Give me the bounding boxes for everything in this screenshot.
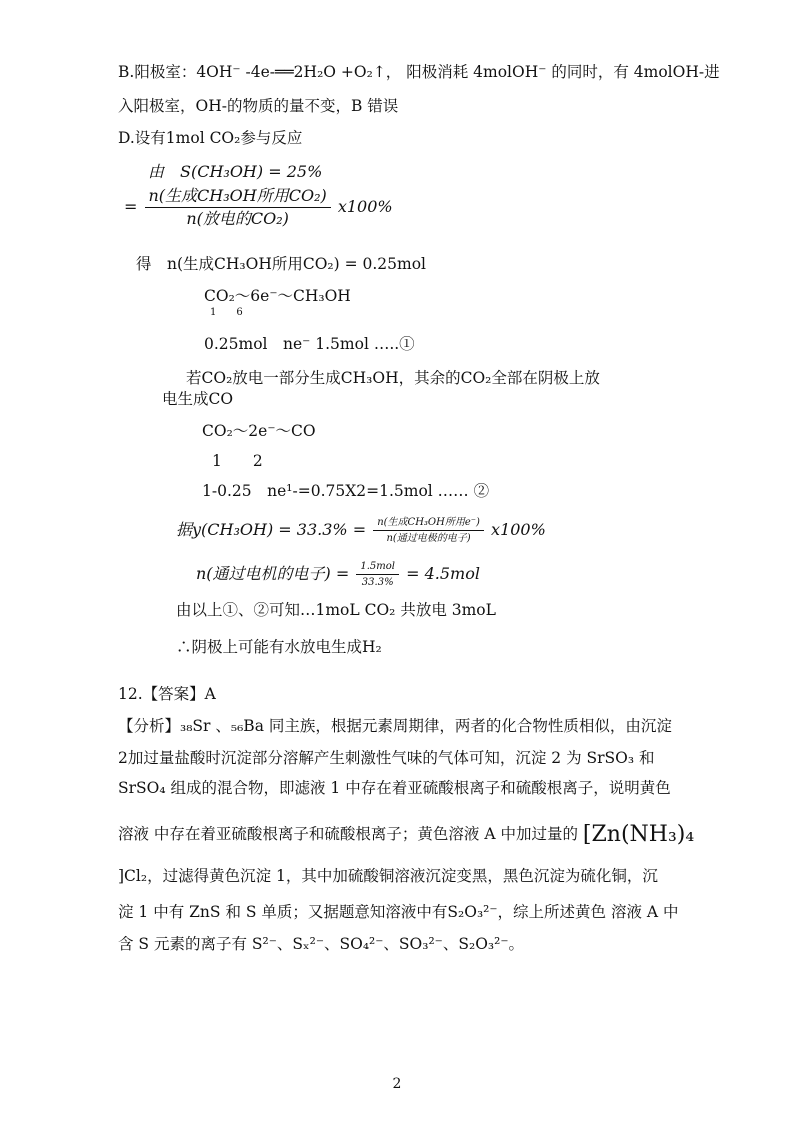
text-line: 【分析】₃₈Sr 、₅₆Ba 同主族，根据元素周期律，两者的化合物性质相似，由沉淀 (118, 717, 672, 735)
text-segment: 溶液 中存在着亚硫酸根离子和硫酸根离子；黄色溶液 A 中加过量的 (118, 825, 578, 843)
equation-lhs: 据y(CH₃OH) = 33.3% = (176, 520, 367, 539)
equation-fraction (176, 516, 546, 545)
fraction-tail: = 4.5mol (406, 564, 480, 583)
text-line: 得 n(生成CH₃OH所用CO₂) = 0.25mol (136, 255, 427, 273)
text-line: 淀 1 中有 ZnS 和 S 单质；又据题意知溶液中有S₂O₃²⁻，综上所述黄色 溶液 A 中 (118, 903, 679, 921)
text-line: 入阳极室，OH-的物质的量不变，B 错误 (118, 97, 399, 115)
fraction (356, 560, 399, 589)
fraction-numerator: n(生成CH₃OH所用CO₂) (145, 186, 331, 208)
reaction-coefficients: 1 6 (210, 307, 243, 318)
text-line: B.阳极室：4OH⁻ -4e-══2H₂O +O₂↑， 阳极消耗 4molOH⁻ 的同时，有 4molOH-进 (118, 63, 720, 81)
text-line: ]Cl₂，过滤得黄色沉淀 1，其中加硫酸铜溶液沉淀变黑，黑色沉淀为硫化铜，沉 (118, 867, 658, 885)
equation-fraction (196, 560, 480, 589)
fraction-denominator: n(通过电极的电子) (386, 533, 471, 544)
text-line: 2加过量盐酸时沉淀部分溶解产生刺激性气味的气体可知，沉淀 2 为 SrSO₃ 和 (118, 749, 655, 767)
reaction-line: CO₂～2e⁻～CO (202, 422, 316, 440)
fraction-numerator: n(生成CH₃OH所用e⁻) (373, 516, 484, 531)
page-number: 2 (392, 1076, 402, 1092)
fraction-tail: x100% (491, 520, 546, 539)
text-line: 含 S 元素的离子有 S²⁻、Sₓ²⁻、SO₄²⁻、SO₃²⁻、S₂O₃²⁻。 (118, 935, 525, 953)
text-line (118, 824, 694, 845)
reaction-line: 0.25mol ne⁻ 1.5mol …..① (204, 335, 415, 353)
text-line: SrSO₄ 组成的混合物，即滤液 1 中存在着亚硫酸根离子和硫酸根离子，说明黄色 (118, 779, 671, 797)
answer-heading: 12.【答案】A (118, 685, 216, 703)
fraction (373, 516, 484, 545)
fraction-tail: x100% (337, 197, 393, 216)
text-line: ∴阴极上可能有水放电生成H₂ (176, 638, 382, 656)
text-line: 电生成CO (162, 390, 234, 408)
reaction-line: 1-0.25 ne¹-=0.75X2=1.5mol …… ② (202, 482, 490, 500)
equals-sign: = (124, 197, 138, 216)
fraction (145, 186, 331, 229)
fraction-numerator: 1.5mol (356, 560, 399, 575)
text-line: 若CO₂放电一部分生成CH₃OH，其余的CO₂全部在阴极上放 (186, 369, 600, 387)
text-line: 由以上①、②可知…1moL CO₂ 共放电 3moL (176, 601, 496, 619)
equation-lhs: n(通过电机的电子) = (196, 564, 350, 583)
fraction-denominator: 33.3% (361, 577, 394, 588)
fraction-denominator: n(放电的CO₂) (186, 209, 289, 228)
equation-line: 由 S(CH₃OH) = 25% (148, 162, 323, 181)
equation-fraction (124, 186, 393, 229)
reaction-coefficients: 1 2 (212, 452, 263, 470)
text-line: D.设有1mol CO₂参与反应 (118, 129, 303, 147)
reaction-line: CO₂～6e⁻～CH₃OH (204, 287, 351, 305)
chemical-formula: [Zn(NH₃)₄ (582, 822, 695, 847)
